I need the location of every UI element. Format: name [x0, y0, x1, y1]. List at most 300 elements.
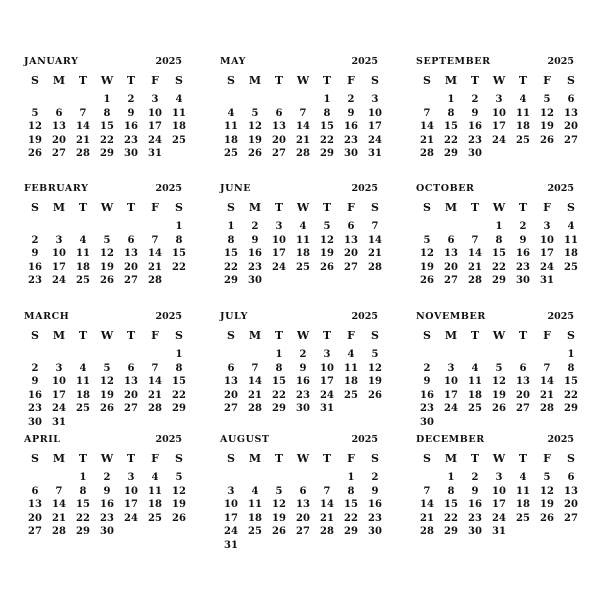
weekday-label: T — [470, 201, 480, 214]
day-number: 25 — [468, 403, 482, 415]
day-number: 11 — [172, 107, 186, 119]
day-number: 10 — [124, 485, 138, 497]
day-number: 19 — [320, 248, 334, 260]
day-number: 26 — [320, 261, 334, 273]
day-grid — [220, 348, 382, 432]
day-number: 31 — [148, 148, 162, 160]
weekday-label: W — [296, 74, 310, 87]
day-number: 17 — [124, 499, 138, 511]
day-number: 10 — [368, 107, 382, 119]
day-number: 28 — [148, 403, 162, 415]
month-january — [24, 56, 186, 177]
weekday-label: T — [126, 329, 136, 342]
day-number: 25 — [564, 261, 578, 273]
day-number: 12 — [540, 107, 554, 119]
day-number: 22 — [564, 389, 578, 401]
day-number: 31 — [320, 403, 334, 415]
day-number: 29 — [76, 526, 90, 538]
day-number: 13 — [124, 376, 138, 388]
day-number: 10 — [540, 234, 554, 246]
day-number: 30 — [248, 275, 262, 287]
day-number: 15 — [272, 376, 286, 388]
day-number: 27 — [224, 403, 238, 415]
weekday-label: M — [52, 201, 66, 214]
weekday-label: S — [31, 329, 39, 342]
day-number: 27 — [28, 526, 42, 538]
day-number: 8 — [79, 485, 87, 497]
day-grid — [220, 93, 382, 177]
day-number: 5 — [175, 472, 183, 483]
day-number: 12 — [100, 376, 114, 388]
month-name: DECEMBER — [416, 434, 485, 445]
day-number: 9 — [31, 248, 39, 260]
day-number: 20 — [344, 248, 358, 260]
weekday-header — [220, 74, 378, 88]
day-number: 21 — [52, 512, 66, 524]
weekday-label: M — [444, 452, 458, 465]
day-number: 3 — [371, 94, 379, 105]
weekday-label: T — [274, 201, 284, 214]
day-number: 29 — [320, 148, 334, 160]
weekday-label: F — [543, 74, 551, 87]
day-number: 16 — [420, 389, 434, 401]
weekday-label: S — [423, 74, 431, 87]
weekday-label: S — [567, 74, 575, 87]
day-number: 4 — [227, 107, 235, 119]
day-number: 19 — [420, 261, 434, 273]
day-number: 25 — [224, 148, 238, 160]
day-number: 3 — [495, 472, 503, 483]
day-number: 1 — [175, 221, 183, 232]
day-number: 21 — [420, 134, 434, 146]
day-number: 12 — [100, 248, 114, 260]
day-number: 9 — [471, 107, 479, 119]
day-number: 5 — [323, 221, 331, 232]
month-name: MAY — [220, 56, 246, 67]
day-number: 9 — [251, 234, 259, 246]
day-number: 18 — [468, 389, 482, 401]
day-number: 3 — [495, 94, 503, 105]
day-number: 27 — [344, 261, 358, 273]
day-number: 10 — [444, 376, 458, 388]
day-number: 25 — [76, 403, 90, 415]
day-number: 6 — [567, 94, 575, 105]
weekday-label: T — [470, 74, 480, 87]
day-number: 10 — [148, 107, 162, 119]
day-number: 22 — [344, 512, 358, 524]
day-number: 1 — [567, 349, 575, 360]
day-number: 28 — [148, 275, 162, 287]
day-number: 17 — [320, 376, 334, 388]
weekday-header — [24, 329, 182, 343]
month-header — [24, 56, 182, 70]
weekday-label: T — [322, 201, 332, 214]
day-number: 16 — [368, 499, 382, 511]
day-number: 14 — [76, 121, 90, 133]
day-number: 13 — [296, 499, 310, 511]
weekday-label: W — [100, 201, 114, 214]
weekday-header — [416, 452, 574, 466]
month-august — [220, 434, 382, 555]
day-number: 17 — [52, 261, 66, 273]
month-year: 2025 — [547, 311, 574, 322]
weekday-label: T — [274, 329, 284, 342]
month-header — [220, 183, 378, 197]
day-number: 21 — [420, 512, 434, 524]
day-number: 22 — [444, 512, 458, 524]
day-grid — [416, 93, 578, 177]
day-number: 2 — [299, 349, 307, 360]
day-number: 12 — [420, 248, 434, 260]
month-header — [416, 56, 574, 70]
month-february — [24, 183, 186, 304]
day-number: 19 — [248, 134, 262, 146]
day-number: 17 — [492, 499, 506, 511]
day-number: 6 — [55, 107, 63, 119]
day-number: 17 — [272, 248, 286, 260]
weekday-label: F — [151, 452, 159, 465]
day-number: 25 — [296, 261, 310, 273]
day-number: 4 — [151, 472, 159, 483]
weekday-label: S — [175, 452, 183, 465]
day-number: 1 — [447, 472, 455, 483]
day-number: 23 — [468, 134, 482, 146]
day-number: 24 — [368, 134, 382, 146]
weekday-label: T — [78, 452, 88, 465]
day-number: 24 — [148, 134, 162, 146]
day-number: 6 — [127, 362, 135, 374]
day-number: 13 — [52, 121, 66, 133]
day-number: 8 — [447, 485, 455, 497]
weekday-label: M — [248, 329, 262, 342]
day-number: 11 — [224, 121, 238, 133]
day-number: 8 — [347, 485, 355, 497]
day-number: 18 — [224, 134, 238, 146]
weekday-label: M — [52, 452, 66, 465]
day-number: 21 — [540, 389, 554, 401]
day-number: 17 — [444, 389, 458, 401]
weekday-label: T — [274, 452, 284, 465]
day-number: 31 — [492, 526, 506, 538]
day-number: 20 — [516, 389, 530, 401]
day-number: 26 — [100, 403, 114, 415]
day-number: 29 — [172, 403, 186, 415]
day-number: 23 — [516, 261, 530, 273]
month-year: 2025 — [351, 56, 378, 67]
day-number: 18 — [296, 248, 310, 260]
day-number: 3 — [55, 234, 63, 246]
day-number: 28 — [540, 403, 554, 415]
day-number: 18 — [344, 376, 358, 388]
day-number: 24 — [492, 512, 506, 524]
day-number: 9 — [347, 107, 355, 119]
day-number: 15 — [172, 248, 186, 260]
day-number: 12 — [320, 234, 334, 246]
day-number: 31 — [368, 148, 382, 160]
weekday-label: W — [296, 201, 310, 214]
day-number: 7 — [423, 107, 431, 119]
month-name: JULY — [220, 311, 249, 322]
day-number: 28 — [248, 403, 262, 415]
day-number: 7 — [471, 234, 479, 246]
weekday-header — [416, 329, 574, 343]
day-number: 20 — [28, 512, 42, 524]
month-name: JUNE — [220, 183, 252, 194]
day-number: 16 — [468, 499, 482, 511]
day-number: 12 — [248, 121, 262, 133]
day-number: 21 — [468, 261, 482, 273]
day-number: 7 — [371, 221, 379, 232]
day-number: 23 — [468, 512, 482, 524]
day-number: 20 — [224, 389, 238, 401]
month-name: OCTOBER — [416, 183, 475, 194]
day-number: 30 — [28, 417, 42, 428]
weekday-header — [24, 201, 182, 215]
day-number: 22 — [272, 389, 286, 401]
weekday-header — [220, 201, 378, 215]
day-number: 8 — [175, 234, 183, 246]
day-number: 3 — [323, 349, 331, 360]
month-header — [220, 56, 378, 70]
day-number: 7 — [79, 107, 87, 119]
day-number: 23 — [248, 261, 262, 273]
weekday-label: T — [518, 329, 528, 342]
day-number: 23 — [28, 403, 42, 415]
day-number: 22 — [224, 261, 238, 273]
day-number: 27 — [272, 148, 286, 160]
weekday-header — [416, 74, 574, 88]
day-number: 6 — [347, 221, 355, 232]
day-number: 20 — [124, 389, 138, 401]
day-number: 10 — [52, 248, 66, 260]
weekday-label: F — [151, 329, 159, 342]
day-number: 7 — [543, 362, 551, 374]
day-number: 25 — [516, 134, 530, 146]
day-number: 1 — [275, 349, 283, 360]
day-number: 9 — [423, 376, 431, 388]
day-number: 3 — [227, 485, 235, 497]
day-number: 24 — [492, 134, 506, 146]
day-number: 28 — [420, 526, 434, 538]
day-number: 16 — [248, 248, 262, 260]
day-number: 9 — [371, 485, 379, 497]
day-number: 14 — [320, 499, 334, 511]
weekday-label: S — [423, 201, 431, 214]
weekday-label: W — [492, 329, 506, 342]
weekday-label: M — [444, 201, 458, 214]
day-number: 30 — [420, 417, 434, 428]
day-number: 13 — [444, 248, 458, 260]
day-number: 8 — [495, 234, 503, 246]
day-number: 22 — [76, 512, 90, 524]
month-year: 2025 — [547, 183, 574, 194]
day-number: 15 — [76, 499, 90, 511]
day-number: 13 — [564, 485, 578, 497]
weekday-label: T — [470, 329, 480, 342]
day-number: 15 — [492, 248, 506, 260]
day-number: 12 — [540, 485, 554, 497]
day-number: 3 — [447, 362, 455, 374]
month-december — [416, 434, 578, 555]
day-number: 21 — [368, 248, 382, 260]
weekday-label: T — [518, 201, 528, 214]
day-number: 11 — [468, 376, 482, 388]
day-number: 11 — [148, 485, 162, 497]
day-number: 24 — [124, 512, 138, 524]
day-number: 13 — [272, 121, 286, 133]
day-number: 23 — [124, 134, 138, 146]
weekday-label: T — [126, 201, 136, 214]
month-name: AUGUST — [220, 434, 270, 445]
weekday-label: T — [78, 201, 88, 214]
day-number: 15 — [320, 121, 334, 133]
weekday-label: M — [248, 74, 262, 87]
day-number: 14 — [420, 121, 434, 133]
weekday-header — [24, 74, 182, 88]
day-number: 4 — [299, 221, 307, 232]
day-number: 22 — [444, 134, 458, 146]
day-number: 5 — [543, 94, 551, 105]
day-number: 21 — [148, 389, 162, 401]
day-number: 24 — [540, 261, 554, 273]
day-number: 21 — [76, 134, 90, 146]
day-number: 18 — [76, 389, 90, 401]
weekday-label: S — [31, 452, 39, 465]
day-number: 6 — [519, 362, 527, 374]
day-number: 14 — [248, 376, 262, 388]
day-number: 14 — [148, 376, 162, 388]
day-number: 14 — [52, 499, 66, 511]
day-number: 11 — [296, 234, 310, 246]
day-number: 26 — [28, 148, 42, 160]
weekday-label: F — [347, 452, 355, 465]
day-number: 7 — [251, 362, 259, 374]
day-number: 30 — [344, 148, 358, 160]
day-number: 23 — [420, 403, 434, 415]
weekday-label: S — [567, 452, 575, 465]
day-number: 3 — [543, 221, 551, 232]
weekday-label: F — [347, 329, 355, 342]
day-number: 21 — [148, 261, 162, 273]
day-number: 11 — [344, 362, 358, 374]
weekday-label: T — [322, 452, 332, 465]
day-grid — [220, 220, 382, 304]
weekday-label: T — [518, 74, 528, 87]
day-number: 12 — [272, 499, 286, 511]
day-number: 29 — [444, 148, 458, 160]
day-number: 8 — [175, 362, 183, 374]
day-number: 10 — [224, 499, 238, 511]
day-number: 2 — [31, 234, 39, 246]
day-number: 2 — [127, 94, 135, 105]
day-number: 23 — [344, 134, 358, 146]
weekday-label: M — [248, 201, 262, 214]
day-number: 17 — [540, 248, 554, 260]
month-year: 2025 — [351, 183, 378, 194]
day-number: 4 — [79, 362, 87, 374]
day-number: 26 — [492, 403, 506, 415]
month-september — [416, 56, 578, 177]
month-year: 2025 — [351, 311, 378, 322]
day-number: 30 — [368, 526, 382, 538]
weekday-label: S — [423, 329, 431, 342]
day-number: 17 — [148, 121, 162, 133]
day-number: 30 — [100, 526, 114, 538]
day-number: 19 — [172, 499, 186, 511]
day-number: 2 — [103, 472, 111, 483]
day-number: 1 — [347, 472, 355, 483]
weekday-label: T — [470, 452, 480, 465]
day-number: 6 — [227, 362, 235, 374]
day-number: 29 — [224, 275, 238, 287]
day-number: 26 — [540, 134, 554, 146]
day-number: 28 — [420, 148, 434, 160]
month-name: FEBRUARY — [24, 183, 89, 194]
day-number: 27 — [444, 275, 458, 287]
day-number: 17 — [52, 389, 66, 401]
weekday-label: F — [543, 329, 551, 342]
month-april — [24, 434, 186, 555]
day-number: 16 — [296, 376, 310, 388]
day-number: 3 — [151, 94, 159, 105]
day-number: 4 — [519, 472, 527, 483]
weekday-label: F — [543, 452, 551, 465]
weekday-label: S — [371, 201, 379, 214]
day-number: 6 — [275, 107, 283, 119]
month-header — [416, 183, 574, 197]
day-number: 19 — [272, 512, 286, 524]
day-number: 16 — [28, 389, 42, 401]
weekday-label: T — [322, 329, 332, 342]
day-number: 9 — [299, 362, 307, 374]
day-number: 14 — [368, 234, 382, 246]
day-number: 28 — [76, 148, 90, 160]
day-number: 1 — [175, 349, 183, 360]
day-number: 26 — [540, 512, 554, 524]
day-number: 25 — [344, 389, 358, 401]
month-header — [24, 311, 182, 325]
day-number: 19 — [492, 389, 506, 401]
day-number: 20 — [444, 261, 458, 273]
day-number: 16 — [516, 248, 530, 260]
weekday-label: W — [100, 452, 114, 465]
day-number: 13 — [124, 248, 138, 260]
month-header — [416, 311, 574, 325]
day-number: 22 — [172, 389, 186, 401]
day-grid — [24, 220, 186, 304]
day-number: 17 — [224, 512, 238, 524]
month-header — [24, 434, 182, 448]
day-number: 2 — [519, 221, 527, 232]
day-number: 26 — [368, 389, 382, 401]
day-number: 16 — [344, 121, 358, 133]
day-number: 1 — [323, 94, 331, 105]
day-number: 30 — [468, 148, 482, 160]
day-number: 15 — [224, 248, 238, 260]
weekday-label: T — [274, 74, 284, 87]
day-number: 22 — [492, 261, 506, 273]
day-number: 4 — [567, 221, 575, 232]
day-number: 10 — [52, 376, 66, 388]
day-number: 27 — [564, 134, 578, 146]
month-year: 2025 — [155, 56, 182, 67]
day-number: 7 — [151, 234, 159, 246]
day-number: 17 — [492, 121, 506, 133]
day-number: 5 — [275, 485, 283, 497]
day-number: 2 — [471, 94, 479, 105]
month-year: 2025 — [547, 56, 574, 67]
weekday-label: S — [227, 452, 235, 465]
